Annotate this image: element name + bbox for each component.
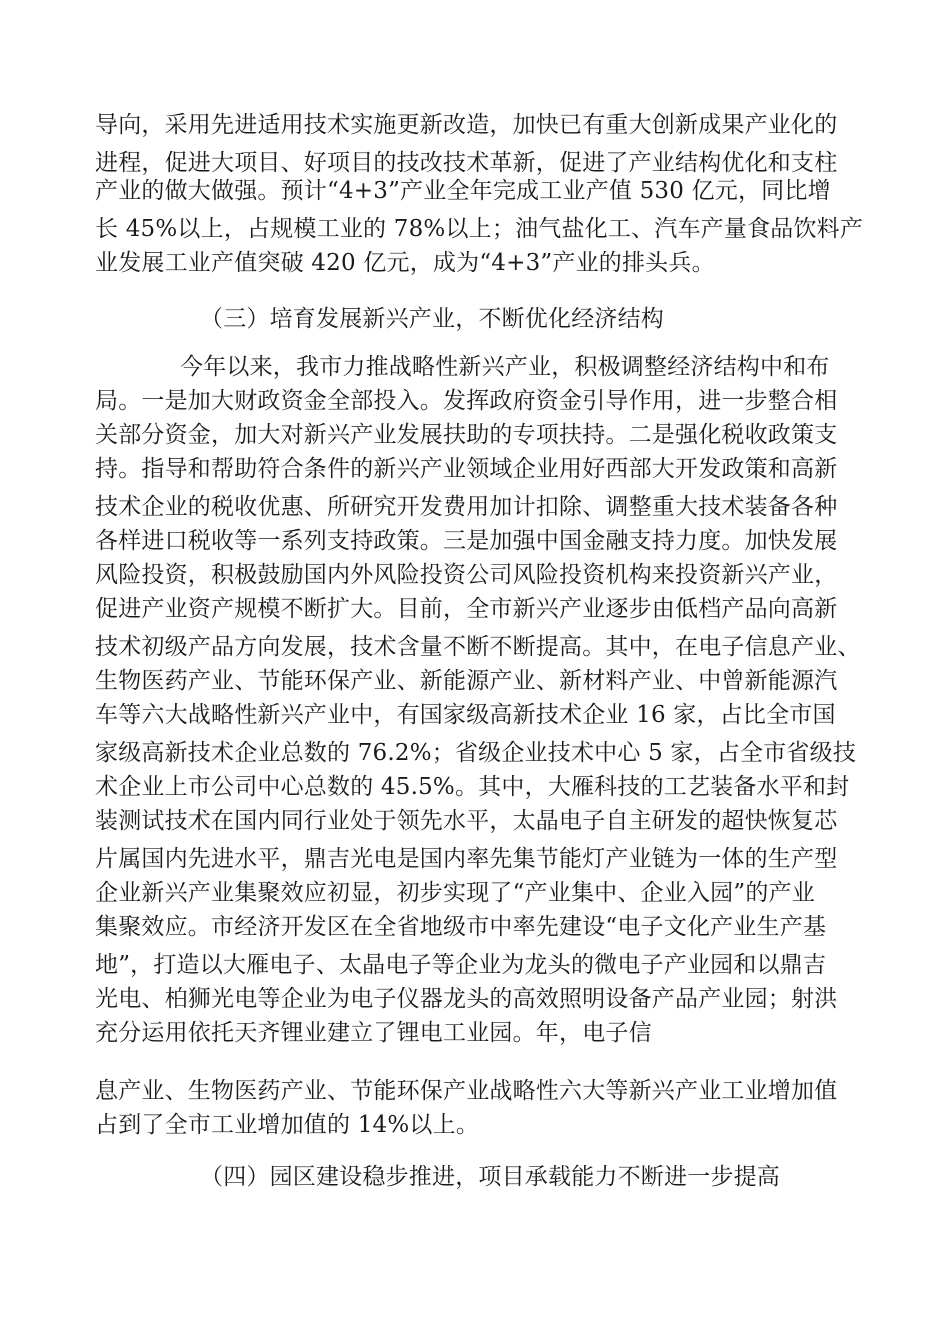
paragraph-line: 息产业、生物医药产业、节能环保产业战略性六大等新兴产业工业增加值 — [95, 1078, 838, 1104]
paragraph-line: 局。一是加大财政资金全部投入。发挥政府资金引导作用，进一步整合相 — [95, 388, 838, 414]
paragraph-line: 产业的做大做强。预计“4+3”产业全年完成工业产值 530 亿元，同比增 — [95, 178, 831, 204]
paragraph-line: 术企业上市公司中心总数的 45.5%。其中，大雁科技的工艺装备水平和封 — [95, 774, 850, 800]
paragraph-line: 各样进口税收等一系列支持政策。三是加强中国金融支持力度。加快发展 — [95, 528, 838, 554]
paragraph-line: 企业新兴产业集聚效应初显，初步实现了“产业集中、企业入园”的产业 — [95, 880, 815, 906]
paragraph-line: 技术企业的税收优惠、所研究开发费用加计扣除、调整重大技术装备各种 — [95, 494, 838, 520]
paragraph-line: 导向，采用先进适用技术实施更新改造，加快已有重大创新成果产业化的 — [95, 112, 838, 138]
paragraph-line: 今年以来，我市力推战略性新兴产业，积极调整经济结构中和布 — [180, 354, 830, 380]
paragraph-line: 装测试技术在国内同行业处于领先水平，太晶电子自主研发的超快恢复芯 — [95, 808, 838, 834]
paragraph-line: 持。指导和帮助符合条件的新兴产业领域企业用好西部大开发政策和高新 — [95, 456, 838, 482]
paragraph-line: 占到了全市工业增加值的 14%以上。 — [95, 1112, 480, 1138]
paragraph-line: 家级高新技术企业总数的 76.2%；省级企业技术中心 5 家，占全市省级技 — [95, 740, 857, 766]
section-heading: （三）培育发展新兴产业，不断优化经济结构 — [200, 306, 664, 332]
paragraph-line: 促进产业资产规模不断扩大。目前，全市新兴产业逐步由低档产品向高新 — [95, 596, 838, 622]
paragraph-line: 充分运用依托天齐锂业建立了锂电工业园。年，电子信 — [95, 1020, 652, 1046]
paragraph-line: 车等六大战略性新兴产业中，有国家级高新技术企业 16 家，占比全市国 — [95, 702, 836, 728]
paragraph-line: 长 45%以上，占规模工业的 78%以上；油气盐化工、汽车产量食品饮料产 — [95, 216, 864, 242]
paragraph-line: 风险投资，积极鼓励国内外风险投资公司风险投资机构来投资新兴产业， — [95, 562, 838, 588]
section-heading: （四）园区建设稳步推进，项目承载能力不断进一步提高 — [200, 1164, 780, 1190]
paragraph-line: 片属国内先进水平，鼎吉光电是国内率先集节能灯产业链为一体的生产型 — [95, 846, 838, 872]
paragraph-line: 关部分资金，加大对新兴产业发展扶助的专项扶持。二是强化税收政策支 — [95, 422, 838, 448]
paragraph-line: 地”，打造以大雁电子、太晶电子等企业为龙头的微电子产业园和以鼎吉 — [95, 952, 827, 978]
paragraph-line: 技术初级产品方向发展，技术含量不断不断提高。其中，在电子信息产业、 — [95, 634, 861, 660]
paragraph-line: 光电、柏狮光电等企业为电子仪器龙头的高效照明设备产品产业园；射洪 — [95, 986, 838, 1012]
paragraph-line: 生物医药产业、节能环保产业、新能源产业、新材料产业、中曾新能源汽 — [95, 668, 838, 694]
paragraph-line: 业发展工业产值突破 420 亿元，成为“4+3”产业的排头兵。 — [95, 250, 715, 276]
paragraph-line: 进程，促进大项目、好项目的技改技术革新，促进了产业结构优化和支柱 — [95, 150, 838, 176]
paragraph-line: 集聚效应。市经济开发区在全省地级市中率先建设“电子文化产业生产基 — [95, 914, 827, 940]
